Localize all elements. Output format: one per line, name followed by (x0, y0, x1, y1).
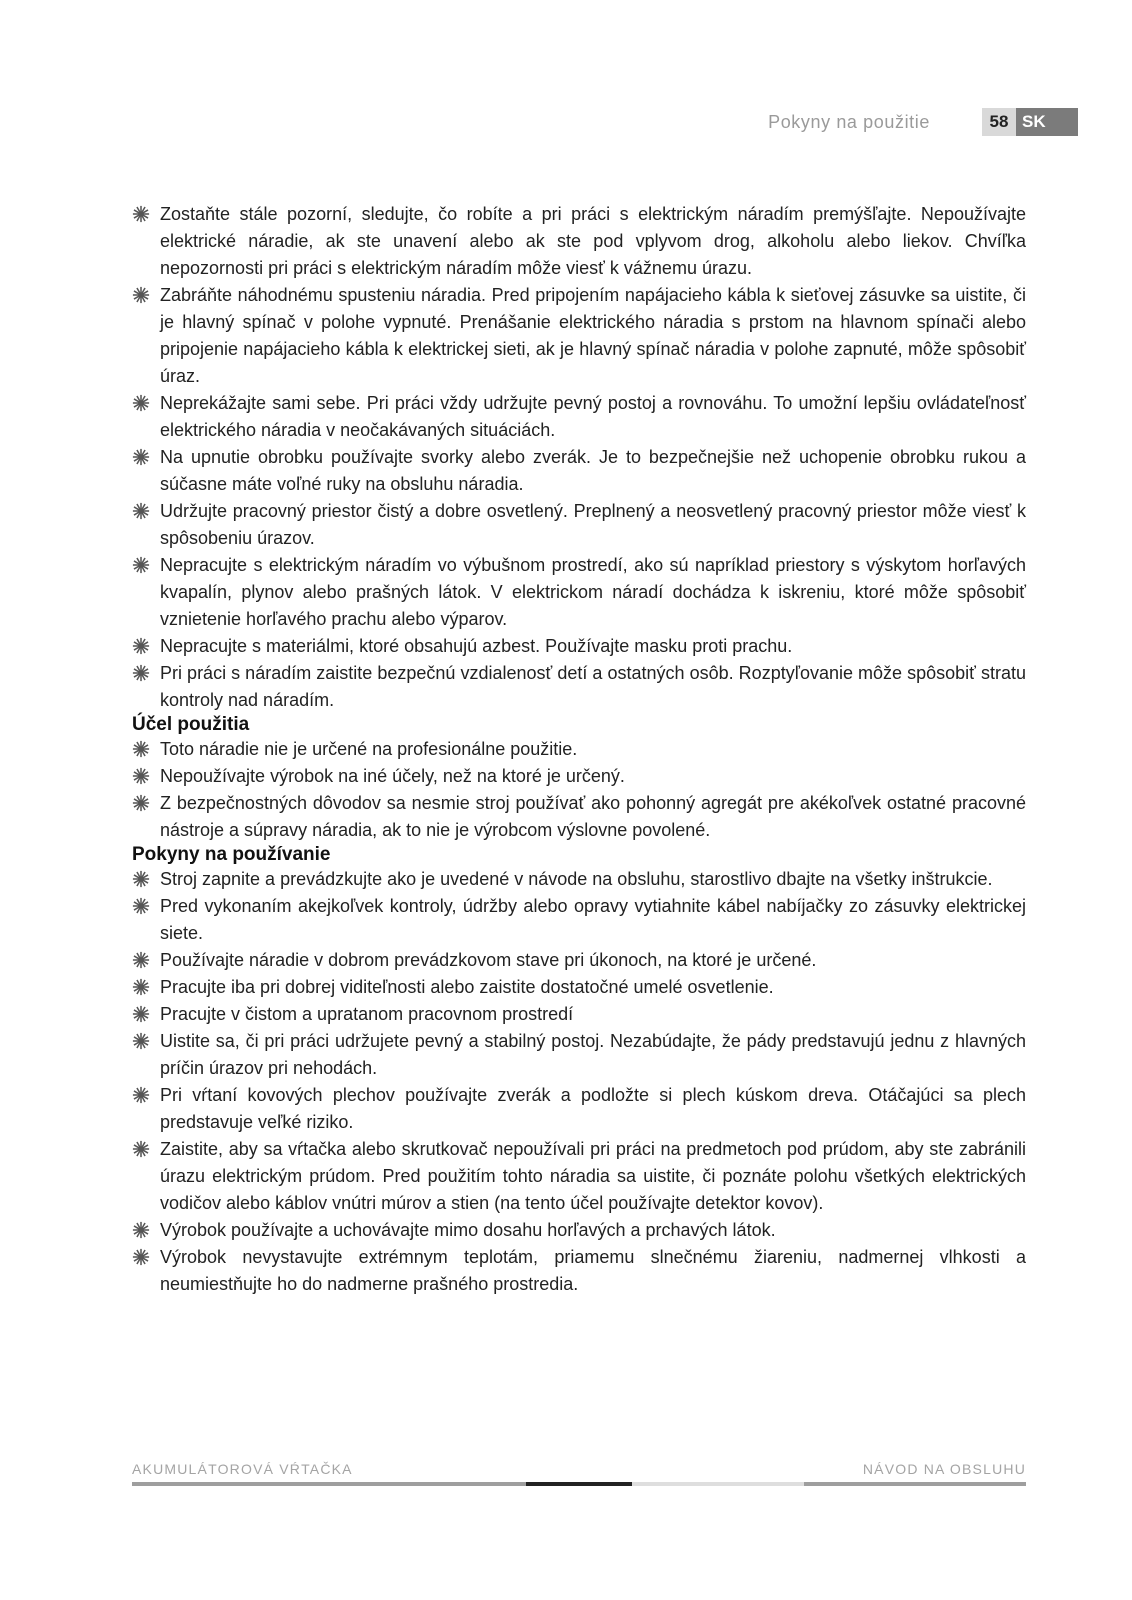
list-item-text: Zaistite, aby sa vŕtačka alebo skrutkovač nepoužívali pri práci na predmetoch pod prúdom, aby ste zabránili úrazu elektrickým prúdom. Pred použitím tohto náradia sa uistite, či poznáte polohu všetkých elektrických vodičov alebo káblov vnútri múrov a stien (na tento účel používajte detektor kovov). (160, 1139, 1026, 1213)
footer-manual-name: NÁVOD NA OBSLUHU (862, 1461, 1026, 1477)
cog-bullet-icon (132, 1032, 150, 1050)
list-item-text: Pracujte v čistom a upratanom pracovnom prostredí (160, 1004, 574, 1024)
list-item-text: Výrobok nevystavujte extrémnym teplotám, priamemu slnečnému žiareniu, nadmernej vlhkosti a neumiestňujte ho do nadmerne prašného prostredia. (160, 1247, 1026, 1294)
page-content (132, 201, 1026, 1298)
list-item (132, 660, 1026, 714)
cog-bullet-icon (132, 394, 150, 412)
footer-rule (132, 1482, 1026, 1486)
list-item-text: Udržujte pracovný priestor čistý a dobre osvetlený. Preplnený a neosvetlený pracovný priestor môže viesť k spôsobeniu úrazov. (160, 501, 1026, 548)
list-item-text: Zabráňte náhodnému spusteniu náradia. Pred pripojením napájacieho kábla k sieťovej zásuvke sa uistite, či je hlavný spínač v polohe vypnuté. Prenášanie elektrického náradia s prstom na hlavnom spínači alebo pripojenie napájacieho kábla k elektrickej sieti, ak je hlavný spínač náradia v polohe zapnuté, môže spôsobiť úraz. (160, 285, 1026, 386)
list-item (132, 974, 1026, 1001)
list-item (132, 790, 1026, 844)
cog-bullet-icon (132, 870, 150, 888)
list-item (132, 1136, 1026, 1217)
list-item (132, 763, 1026, 790)
footer-product-name: AKUMULÁTOROVÁ VŔTAČKA (132, 1461, 353, 1477)
list-item (132, 282, 1026, 390)
page-badge (982, 108, 1078, 136)
footer-rule-segment (132, 1482, 526, 1486)
footer-rule-segment (526, 1482, 632, 1486)
list-item-text: Pracujte iba pri dobrej viditeľnosti alebo zaistite dostatočné umelé osvetlenie. (160, 977, 774, 997)
cog-bullet-icon (132, 286, 150, 304)
language-code: SK (1016, 108, 1078, 136)
cog-bullet-icon (132, 897, 150, 915)
list-item-text: Zostaňte stále pozorní, sledujte, čo robíte a pri práci s elektrickým náradím premýšľajte. Nepoužívajte elektrické náradie, ak ste unavení alebo ak ste pod vplyvom drog, alkoholu alebo liekov. Chvíľka nepozornosti pri práci s elektrickým náradím môže viesť k vážnemu úrazu. (160, 204, 1026, 278)
list-item (132, 201, 1026, 282)
cog-bullet-icon (132, 1086, 150, 1104)
list-item-text: Uistite sa, či pri práci udržujete pevný a stabilný postoj. Nezabúdajte, že pády predstavujú jednu z hlavných príčin úrazov pri nehodách. (160, 1031, 1026, 1078)
list-item (132, 1001, 1026, 1028)
list-item-text: Nepoužívajte výrobok na iné účely, než na ktoré je určený. (160, 766, 625, 786)
list-item (132, 1217, 1026, 1244)
list-item-text: Toto náradie nie je určené na profesionálne použitie. (160, 739, 578, 759)
cog-bullet-icon (132, 556, 150, 574)
list-item (132, 390, 1026, 444)
cog-bullet-icon (132, 637, 150, 655)
list-item (132, 947, 1026, 974)
cog-bullet-icon (132, 767, 150, 785)
cog-bullet-icon (132, 502, 150, 520)
cog-bullet-icon (132, 978, 150, 996)
list-item (132, 893, 1026, 947)
list-item-text: Nepracujte s materiálmi, ktoré obsahujú azbest. Používajte masku proti prachu. (160, 636, 793, 656)
page-number: 58 (982, 108, 1016, 136)
list-item-text: Z bezpečnostných dôvodov sa nesmie stroj používať ako pohonný agregát pre akékoľvek ostatné pracovné nástroje a súpravy náradia, ak to nie je výrobcom výslovne povolené. (160, 793, 1026, 840)
cog-bullet-icon (132, 1140, 150, 1158)
list-item-text: Používajte náradie v dobrom prevádzkovom stave pri úkonoch, na ktoré je určené. (160, 950, 817, 970)
cog-bullet-icon (132, 448, 150, 466)
list-item (132, 866, 1026, 893)
list-item (132, 1028, 1026, 1082)
list-item-text: Neprekážajte sami sebe. Pri práci vždy udržujte pevný postoj a rovnováhu. To umožní lepšiu ovládateľnosť elektrického náradia v neočakávaných situáciách. (160, 393, 1026, 440)
list-item (132, 498, 1026, 552)
list-item-text: Stroj zapnite a prevádzkujte ako je uvedené v návode na obsluhu, starostlivo dbajte na všetky inštrukcie. (160, 869, 993, 889)
cog-bullet-icon (132, 740, 150, 758)
cog-bullet-icon (132, 205, 150, 223)
running-header-title: Pokyny na použitie (768, 112, 930, 132)
list-item (132, 1082, 1026, 1136)
list-item (132, 444, 1026, 498)
list-item-text: Pred vykonaním akejkoľvek kontroly, údržby alebo opravy vytiahnite kábel nabíjačky zo zásuvky elektrickej siete. (160, 896, 1026, 943)
list-item (132, 1244, 1026, 1298)
cog-bullet-icon (132, 1221, 150, 1239)
cog-bullet-icon (132, 664, 150, 682)
section-heading-purpose: Účel použitia (132, 714, 250, 735)
cog-bullet-icon (132, 794, 150, 812)
section-heading-usage: Pokyny na používanie (132, 844, 331, 865)
safety-list (132, 201, 1026, 714)
list-item-text: Na upnutie obrobku používajte svorky alebo zverák. Je to bezpečnejšie než uchopenie obrobku rukou a súčasne máte voľné ruky na obsluhu náradia. (160, 447, 1026, 494)
usage-list (132, 866, 1026, 1298)
list-item-text: Pri vŕtaní kovových plechov používajte zverák a podložte si plech kúskom dreva. Otáčajúci sa plech predstavuje veľké riziko. (160, 1085, 1026, 1132)
list-item-text: Výrobok používajte a uchovávajte mimo dosahu horľavých a prchavých látok. (160, 1220, 776, 1240)
list-item (132, 633, 1026, 660)
cog-bullet-icon (132, 1005, 150, 1023)
purpose-list (132, 736, 1026, 844)
list-item (132, 552, 1026, 633)
cog-bullet-icon (132, 951, 150, 969)
footer-rule-segment (632, 1482, 804, 1486)
cog-bullet-icon (132, 1248, 150, 1266)
list-item-text: Pri práci s náradím zaistite bezpečnú vzdialenosť detí a ostatných osôb. Rozptyľovanie môže spôsobiť stratu kontroly nad náradím. (160, 663, 1026, 710)
list-item (132, 736, 1026, 763)
list-item-text: Nepracujte s elektrickým náradím vo výbušnom prostredí, ako sú napríklad priestory s výskytom horľavých kvapalín, plynov alebo prašných látok. V elektrickom náradí dochádza k iskreniu, ktoré môže spôsobiť vznietenie horľavého prachu alebo výparov. (160, 555, 1026, 629)
footer-rule-segment (804, 1482, 1026, 1486)
